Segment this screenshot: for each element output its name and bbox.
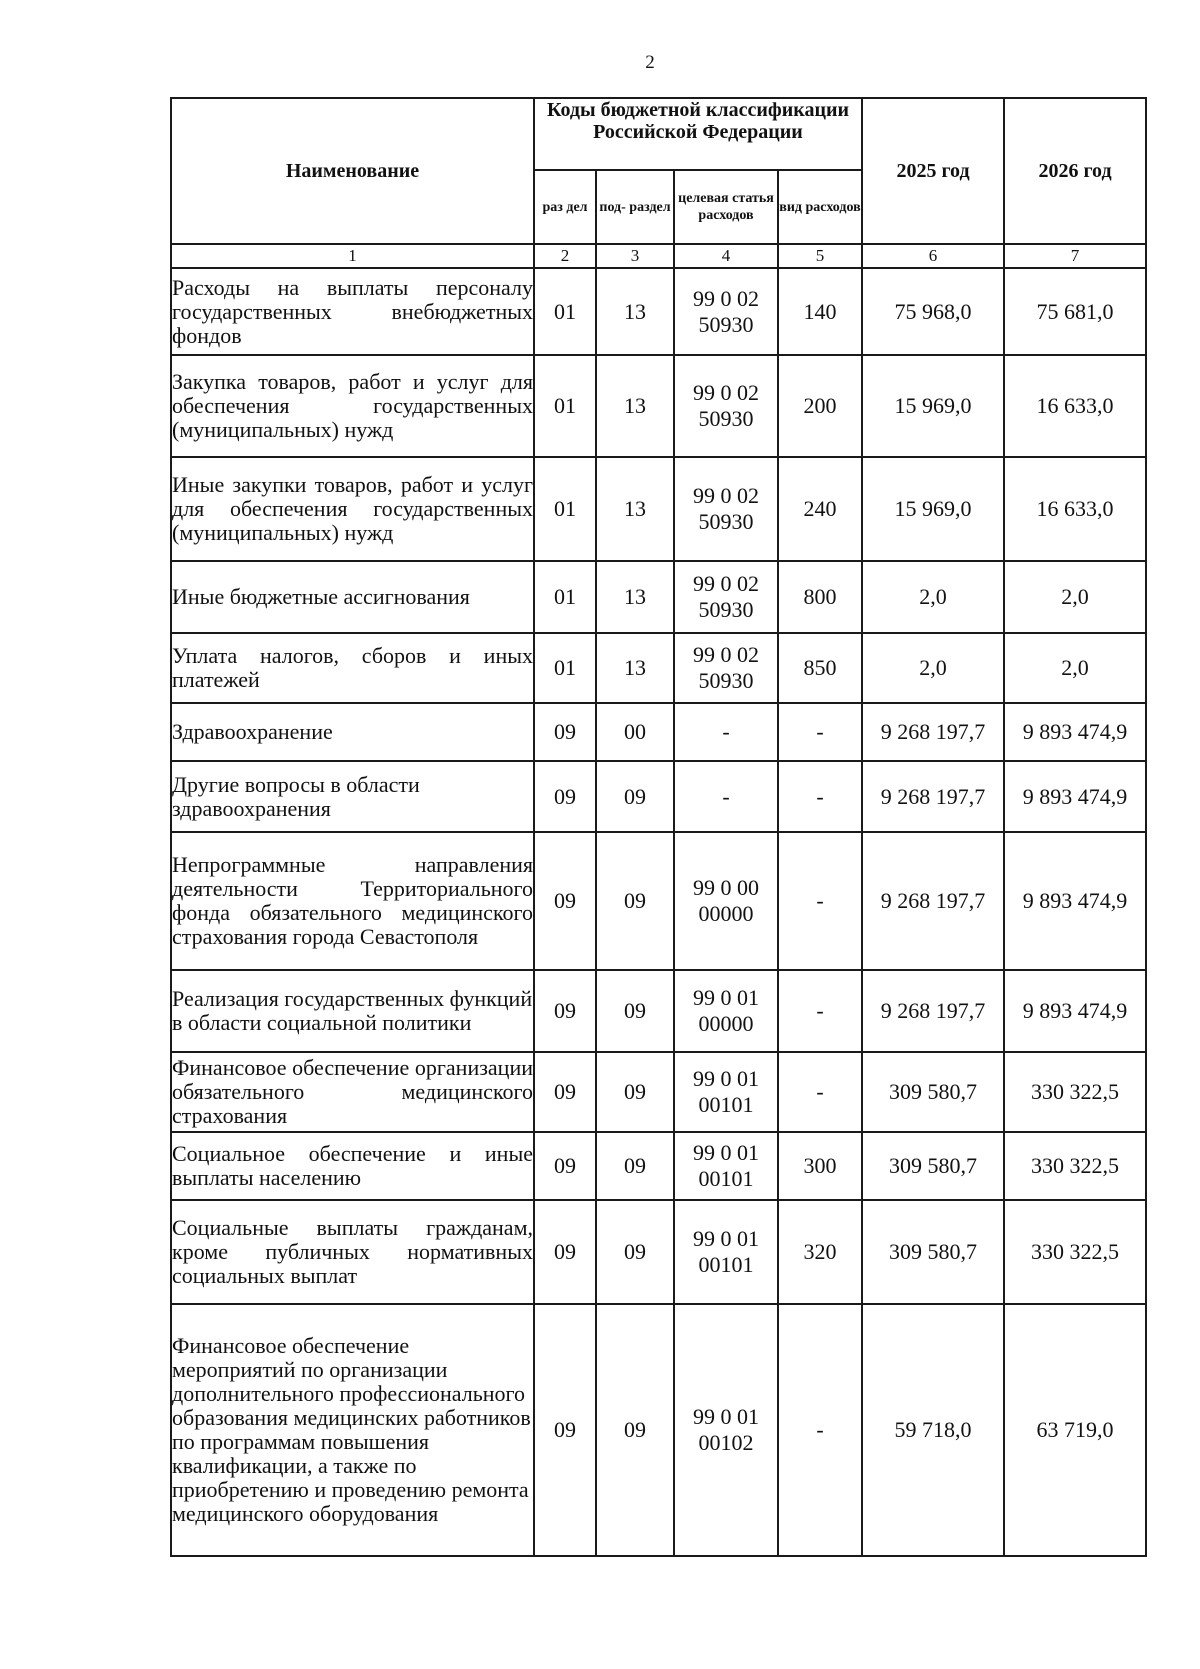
header-target-article: целевая статья расходов <box>674 170 778 244</box>
header-subsection: под- раздел <box>596 170 674 244</box>
row-amount-2025: 59 718,0 <box>862 1304 1004 1556</box>
column-number: 7 <box>1004 244 1146 268</box>
row-subsection: 00 <box>596 703 674 761</box>
row-target: 99 0 02 50930 <box>674 561 778 633</box>
row-amount-2026: 63 719,0 <box>1004 1304 1146 1556</box>
header-name: Наименование <box>171 98 534 244</box>
column-number: 3 <box>596 244 674 268</box>
row-amount-2026: 75 681,0 <box>1004 268 1146 355</box>
table-row <box>171 1052 1146 1132</box>
row-amount-2025: 9 268 197,7 <box>862 832 1004 970</box>
header-expense-kind: вид расходов <box>778 170 862 244</box>
row-amount-2025: 309 580,7 <box>862 1052 1004 1132</box>
table-header <box>171 98 1146 268</box>
row-amount-2026: 9 893 474,9 <box>1004 970 1146 1052</box>
row-amount-2026: 2,0 <box>1004 561 1146 633</box>
row-target: 99 0 02 50930 <box>674 633 778 703</box>
budget-table <box>170 97 1147 1557</box>
row-target: 99 0 02 50930 <box>674 268 778 355</box>
row-subsection: 09 <box>596 832 674 970</box>
row-name: Финансовое обеспечение организации обязательного медицинского страхования <box>171 1052 534 1132</box>
row-kind: 140 <box>778 268 862 355</box>
header-section: раз дел <box>534 170 596 244</box>
row-amount-2026: 330 322,5 <box>1004 1132 1146 1200</box>
table-body <box>171 268 1146 1556</box>
budget-table-container <box>170 97 1145 1557</box>
header-codes: Коды бюджетной классификации Российской Федерации <box>534 98 862 170</box>
row-target: 99 0 01 00102 <box>674 1304 778 1556</box>
row-kind: - <box>778 703 862 761</box>
table-row <box>171 970 1146 1052</box>
row-section: 09 <box>534 1052 596 1132</box>
row-section: 09 <box>534 1132 596 1200</box>
table-row <box>171 561 1146 633</box>
row-name: Здравоохранение <box>171 703 534 761</box>
row-target: 99 0 01 00101 <box>674 1200 778 1304</box>
row-kind: - <box>778 1304 862 1556</box>
row-amount-2026: 330 322,5 <box>1004 1052 1146 1132</box>
row-subsection: 13 <box>596 268 674 355</box>
row-subsection: 09 <box>596 1200 674 1304</box>
table-row <box>171 832 1146 970</box>
row-name: Другие вопросы в области здравоохранения <box>171 761 534 832</box>
row-name: Финансовое обеспечение мероприятий по организации дополнительного профессионального образования медицинских работников по программам повышения квалификации, а также по приобретению и проведению ремонта медицинского оборудования <box>171 1304 534 1556</box>
row-target: - <box>674 703 778 761</box>
row-amount-2026: 2,0 <box>1004 633 1146 703</box>
table-row <box>171 633 1146 703</box>
row-kind: 850 <box>778 633 862 703</box>
row-amount-2025: 309 580,7 <box>862 1132 1004 1200</box>
table-row <box>171 761 1146 832</box>
row-kind: 800 <box>778 561 862 633</box>
row-subsection: 09 <box>596 1304 674 1556</box>
table-row <box>171 1200 1146 1304</box>
row-subsection: 09 <box>596 970 674 1052</box>
table-row <box>171 355 1146 457</box>
row-subsection: 13 <box>596 633 674 703</box>
table-row <box>171 1304 1146 1556</box>
row-section: 01 <box>534 457 596 561</box>
column-number: 1 <box>171 244 534 268</box>
row-kind: 300 <box>778 1132 862 1200</box>
row-kind: 320 <box>778 1200 862 1304</box>
row-section: 09 <box>534 970 596 1052</box>
row-amount-2026: 9 893 474,9 <box>1004 832 1146 970</box>
row-target: 99 0 02 50930 <box>674 457 778 561</box>
table-row <box>171 703 1146 761</box>
row-section: 09 <box>534 1200 596 1304</box>
column-number: 6 <box>862 244 1004 268</box>
row-subsection: 09 <box>596 1052 674 1132</box>
column-numbers-row <box>171 244 1146 268</box>
row-amount-2026: 16 633,0 <box>1004 355 1146 457</box>
row-kind: - <box>778 761 862 832</box>
row-name: Иные закупки товаров, работ и услуг для обеспечения государственных (муниципальных) нужд <box>171 457 534 561</box>
row-subsection: 13 <box>596 457 674 561</box>
row-amount-2025: 9 268 197,7 <box>862 703 1004 761</box>
row-section: 09 <box>534 761 596 832</box>
row-amount-2026: 9 893 474,9 <box>1004 703 1146 761</box>
header-year-2025: 2025 год <box>862 98 1004 244</box>
column-number: 5 <box>778 244 862 268</box>
row-section: 09 <box>534 703 596 761</box>
row-kind: 240 <box>778 457 862 561</box>
row-name: Уплата налогов, сборов и иных платежей <box>171 633 534 703</box>
row-kind: - <box>778 970 862 1052</box>
row-amount-2026: 330 322,5 <box>1004 1200 1146 1304</box>
row-target: 99 0 02 50930 <box>674 355 778 457</box>
row-target: - <box>674 761 778 832</box>
row-kind: - <box>778 1052 862 1132</box>
row-name: Расходы на выплаты персоналу государственных внебюджетных фондов <box>171 268 534 355</box>
table-row <box>171 1132 1146 1200</box>
row-target: 99 0 01 00101 <box>674 1132 778 1200</box>
row-amount-2025: 15 969,0 <box>862 355 1004 457</box>
row-target: 99 0 01 00000 <box>674 970 778 1052</box>
row-section: 01 <box>534 268 596 355</box>
table-row <box>171 268 1146 355</box>
row-name: Социальное обеспечение и иные выплаты населению <box>171 1132 534 1200</box>
row-kind: - <box>778 832 862 970</box>
row-amount-2025: 2,0 <box>862 633 1004 703</box>
row-amount-2026: 9 893 474,9 <box>1004 761 1146 832</box>
row-amount-2025: 2,0 <box>862 561 1004 633</box>
row-amount-2025: 9 268 197,7 <box>862 761 1004 832</box>
row-amount-2025: 75 968,0 <box>862 268 1004 355</box>
row-section: 09 <box>534 832 596 970</box>
row-section: 01 <box>534 355 596 457</box>
page-number: 2 <box>645 52 655 73</box>
row-name: Непрограммные направления деятельности Территориального фонда обязательного медицинского страхования города Севастополя <box>171 832 534 970</box>
row-name: Закупка товаров, работ и услуг для обеспечения государственных (муниципальных) нужд <box>171 355 534 457</box>
row-name: Социальные выплаты гражданам, кроме публичных нормативных социальных выплат <box>171 1200 534 1304</box>
row-target: 99 0 00 00000 <box>674 832 778 970</box>
row-section: 09 <box>534 1304 596 1556</box>
row-subsection: 09 <box>596 1132 674 1200</box>
row-amount-2025: 309 580,7 <box>862 1200 1004 1304</box>
row-amount-2025: 9 268 197,7 <box>862 970 1004 1052</box>
row-section: 01 <box>534 633 596 703</box>
row-kind: 200 <box>778 355 862 457</box>
column-number: 2 <box>534 244 596 268</box>
row-subsection: 09 <box>596 761 674 832</box>
row-section: 01 <box>534 561 596 633</box>
row-target: 99 0 01 00101 <box>674 1052 778 1132</box>
column-number: 4 <box>674 244 778 268</box>
row-amount-2026: 16 633,0 <box>1004 457 1146 561</box>
header-year-2026: 2026 год <box>1004 98 1146 244</box>
row-amount-2025: 15 969,0 <box>862 457 1004 561</box>
row-name: Иные бюджетные ассигнования <box>171 561 534 633</box>
table-row <box>171 457 1146 561</box>
row-name: Реализация государственных функций в области социальной политики <box>171 970 534 1052</box>
row-subsection: 13 <box>596 561 674 633</box>
row-subsection: 13 <box>596 355 674 457</box>
